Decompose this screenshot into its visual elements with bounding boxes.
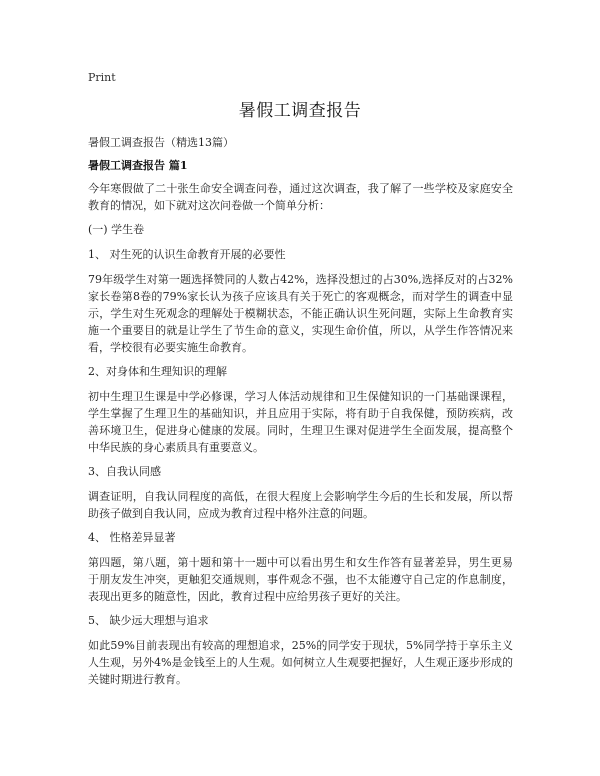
section-title: 暑假工调查报告 篇1 [88,159,188,172]
item-heading: 4、 性格差异显著 [88,531,176,544]
item-paragraph: 初中生理卫生课是中学必修课，学习人体活动规律和卫生保健知识的一门基础课课程，学生掌握了生理卫生的基础知识，并且应用于实际，将有助于自我保健，预防疾病，改善环境卫生，促进身心健康的发展。同时，生理卫生课对促进学生全面发展，提高整个中华民族的身心素质具有重要意义。 [88,390,513,454]
item-paragraph: 79年级学生对第一题选择赞同的人数占42%，选择没想过的占30%,选择反对的占32%家长卷第8卷的79%家长认为孩子应该具有关于死亡的客观概念，而对学生的调查中显示，学生对生死观念的理解处于模糊状态，不能正确认识生死问题，实际上生命教育实施一个重要目的就是让学生了节生命的意义，实现生命价值，所以，从学生作答情况来看，学校很有必要实施生命教育。 [88,273,513,354]
page-title: 暑假工调查报告 [238,101,362,121]
intro-paragraph: 今年寒假做了二十张生命安全调查问卷，通过这次调查，我了解了一些学校及家庭安全教育的情况，如下就对这次问卷做一个简单分析： [88,182,513,212]
item-heading: 5、 缺少远大理想与追求 [88,614,209,627]
item-heading: 3、自我认同感 [88,465,161,478]
item-paragraph: 第四题，第八题，第十题和第十一题中可以看出男生和女生作答有显著差异，男生更易于朋友发生冲突，更触犯交通规则，事件观念不强，也不太能遵守自己定的作息制度，表现出更多的随意性，因此，教育过程中应给男孩子更好的关注。 [88,556,513,603]
document-body [88,134,513,695]
print-label[interactable]: Print [88,71,116,84]
item-paragraph: 如此59%目前表现出有较高的理想追求，25%的同学安于现状，5%同学持于享乐主义人生观，另外4%是金钱至上的人生观。如何树立人生观要把握好，人生观正逐步形成的关键时期进行教育。 [88,639,513,686]
item-heading: 1、 对生死的认识生命教育开展的必要性 [88,248,286,261]
part-heading: (一) 学生卷 [88,223,145,236]
item-paragraph: 调查证明，自我认同程度的高低，在很大程度上会影响学生今后的生长和发展，所以帮助孩子做到自我认同，应成为教育过程中格外注意的问题。 [88,490,513,520]
item-heading: 2、对身体和生理知识的理解 [88,365,227,378]
document-subtitle: 暑假工调查报告（精选13篇） [88,136,234,149]
